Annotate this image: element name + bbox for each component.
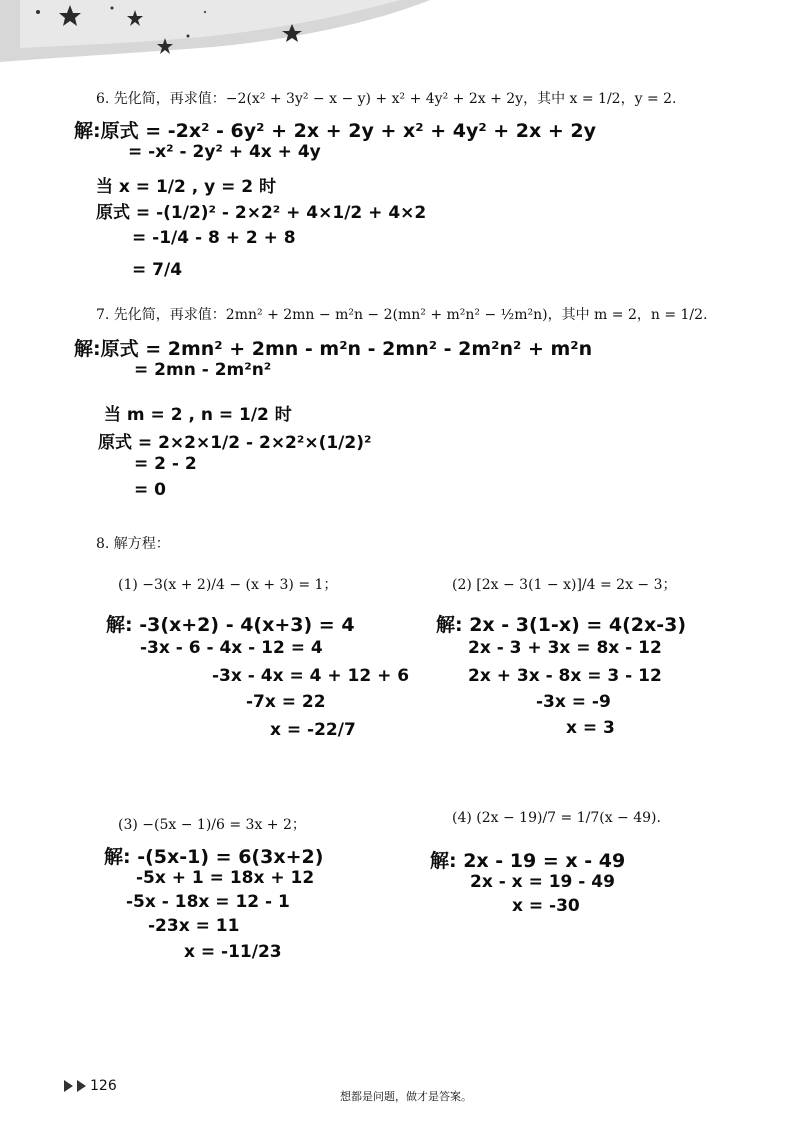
q8-part1-step: -3x - 6 - 4x - 12 = 4	[140, 638, 323, 658]
q8-part2-label: (2) [2x − 3(1 − x)]/4 = 2x − 3；	[452, 577, 677, 593]
page-number-text: 126	[90, 1078, 117, 1094]
q6-step: = -x² - 2y² + 4x + 4y	[128, 142, 321, 162]
q8-part1-step: x = -22/7	[270, 720, 356, 740]
q7-step: 解:原式 = 2mn² + 2mn - m²n - 2mn² - 2m²n² + m²n	[74, 338, 593, 360]
q8-part3-label: (3) −(5x − 1)/6 = 3x + 2；	[118, 817, 306, 833]
q8-part2-step: 解: 2x - 3(1-x) = 4(2x-3)	[436, 614, 687, 636]
question-7-title: 7. 先化简，再求值：2mn² + 2mn − m²n − 2(mn² + m²n² − ½m²n)，其中 m = 2，n = 1/2.	[96, 307, 708, 323]
arrow-icon	[77, 1080, 86, 1092]
q8-part4-label: (4) (2x − 19)/7 = 1/7(x − 49).	[452, 810, 661, 826]
q7-step: 当 m = 2 , n = 1/2 时	[104, 405, 292, 425]
q8-part2-step: 2x - 3 + 3x = 8x - 12	[468, 638, 662, 658]
q8-part3-step: -5x + 1 = 18x + 12	[136, 868, 315, 888]
q6-step: 当 x = 1/2 , y = 2 时	[96, 177, 277, 197]
q8-part4-step: 解: 2x - 19 = x - 49	[430, 850, 626, 872]
header-decoration	[0, 0, 800, 70]
q8-part2-step: 2x + 3x - 8x = 3 - 12	[468, 666, 662, 686]
q8-part3-step: x = -11/23	[184, 942, 282, 962]
q8-part2-step: x = 3	[566, 718, 615, 738]
q8-part3-step: -23x = 11	[148, 916, 240, 936]
q8-part1-step: -3x - 4x = 4 + 12 + 6	[212, 666, 410, 686]
page-number	[64, 1078, 117, 1094]
arrow-icon	[64, 1080, 73, 1092]
q8-part3-step: -5x - 18x = 12 - 1	[126, 892, 290, 912]
q8-part3-step: 解: -(5x-1) = 6(3x+2)	[104, 846, 324, 868]
question-8-title: 8. 解方程：	[96, 536, 170, 552]
question-6-title: 6. 先化简，再求值：−2(x² + 3y² − x − y) + x² + 4y² + 2x + 2y，其中 x = 1/2，y = 2.	[96, 91, 677, 107]
q7-step: = 2mn - 2m²n²	[134, 360, 272, 380]
q7-step: = 0	[134, 480, 166, 500]
q7-step: 原式 = 2×2×1/2 - 2×2²×(1/2)²	[98, 433, 372, 453]
q8-part4-step: x = -30	[512, 896, 580, 916]
q6-step: 解:原式 = -2x² - 6y² + 2x + 2y + x² + 4y² + 2x + 2y	[74, 120, 597, 142]
q6-step: = 7/4	[132, 260, 183, 280]
q8-part1-step: 解: -3(x+2) - 4(x+3) = 4	[106, 614, 355, 636]
footer-motto: 想都是问题，做才是答案。	[340, 1090, 472, 1103]
q8-part2-step: -3x = -9	[536, 692, 611, 712]
q6-step: = -1/4 - 8 + 2 + 8	[132, 228, 296, 248]
q8-part4-step: 2x - x = 19 - 49	[470, 872, 615, 892]
q7-step: = 2 - 2	[134, 454, 197, 474]
q6-step: 原式 = -(1/2)² - 2×2² + 4×1/2 + 4×2	[96, 203, 427, 223]
q8-part1-label: (1) −3(x + 2)/4 − (x + 3) = 1；	[118, 577, 338, 593]
q8-part1-step: -7x = 22	[246, 692, 326, 712]
